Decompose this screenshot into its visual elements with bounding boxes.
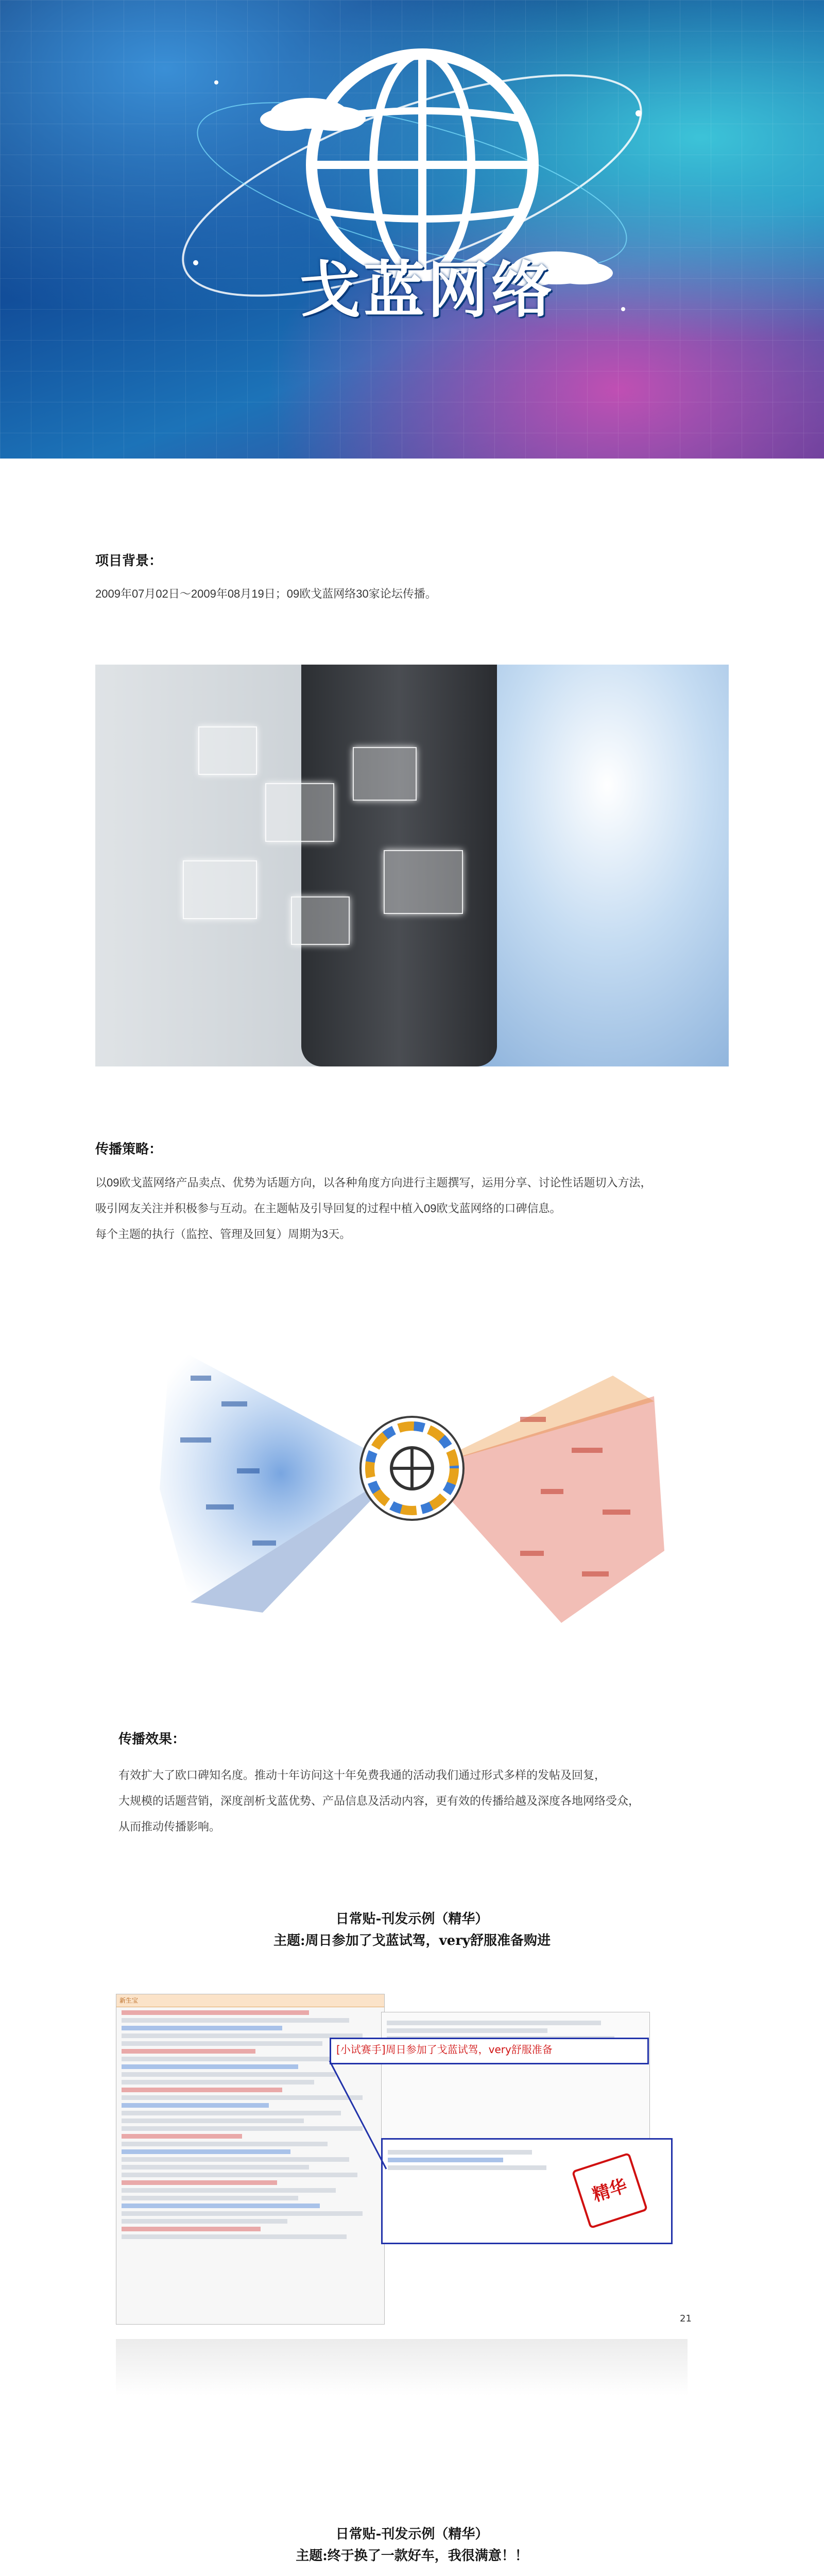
photo-touch-panel <box>384 850 463 914</box>
strategy-line: 以09欧戈蓝网络产品卖点、优势为话题方向，以各种角度方向进行主题撰写，运用分享、讨论性话题切入方法， <box>95 1176 652 1189</box>
slide1-subtitle: 主题:周日参加了戈蓝试驾，very舒服准备购进 <box>273 1933 551 1948</box>
forum-screenshot-right <box>381 2012 650 2147</box>
background-label: 项目背景： <box>95 553 163 568</box>
essence-tag-box <box>381 2138 673 2244</box>
effect-text <box>118 1766 747 1843</box>
photo-touch-panel <box>291 896 350 945</box>
slide2-title: 日常贴-刊发示例（精华） <box>335 2527 489 2542</box>
background-text: 2009年07月02日～2009年08月19日；09欧戈蓝网络30家论坛传播。 <box>95 587 437 600</box>
slide1-reflection <box>116 2339 688 2396</box>
highlighted-thread-title[interactable]: [小试赛手]周日参加了戈蓝试驾，very舒服准备 <box>330 2038 649 2064</box>
photo-touch-panel <box>353 747 417 801</box>
pointer-line <box>309 2056 412 2179</box>
network-graphic <box>160 1334 664 1623</box>
photo-touch-panel <box>265 783 334 842</box>
brand-title: 戈蓝网络 <box>299 255 555 326</box>
strategy-label: 传播策略： <box>95 1141 163 1157</box>
effect-line: 有效扩大了欧口碑知名度。推动十年访问这十年免费我通的活动我们通过形式多样的发帖及回复， <box>118 1769 606 1782</box>
slide2-subtitle: 主题:终于换了一款好车，我很满意！！ <box>296 2548 528 2564</box>
globe-logo-icon <box>0 0 824 459</box>
strategy-line: 每个主题的执行（监控、管理及回复）周期为3天。 <box>95 1228 351 1241</box>
hero-banner <box>0 0 824 459</box>
forum-site-name: 新生宝 <box>116 1994 384 2007</box>
strategy-text <box>95 1174 739 1251</box>
slide1-title: 日常贴-刊发示例（精华） <box>335 1911 489 1927</box>
business-touch-photo <box>95 665 729 1066</box>
effect-line: 从而推动传播影响。 <box>118 1820 221 1833</box>
slide1-page-number: 21 <box>680 2313 692 2324</box>
photo-touch-panel <box>198 726 257 775</box>
strategy-line: 吸引网友关注并积极参与互动。在主题帖及引导回复的过程中植入09欧戈蓝网络的口碑信息。 <box>95 1202 561 1215</box>
effect-line: 大规模的话题营销，深度剖析戈蓝优势、产品信息及活动内容，更有效的传播给越及深度各地网络受众， <box>118 1794 640 1807</box>
essence-stamp: 精华 <box>572 2153 648 2229</box>
effect-label: 传播效果： <box>118 1731 186 1747</box>
photo-touch-panel <box>183 860 257 919</box>
